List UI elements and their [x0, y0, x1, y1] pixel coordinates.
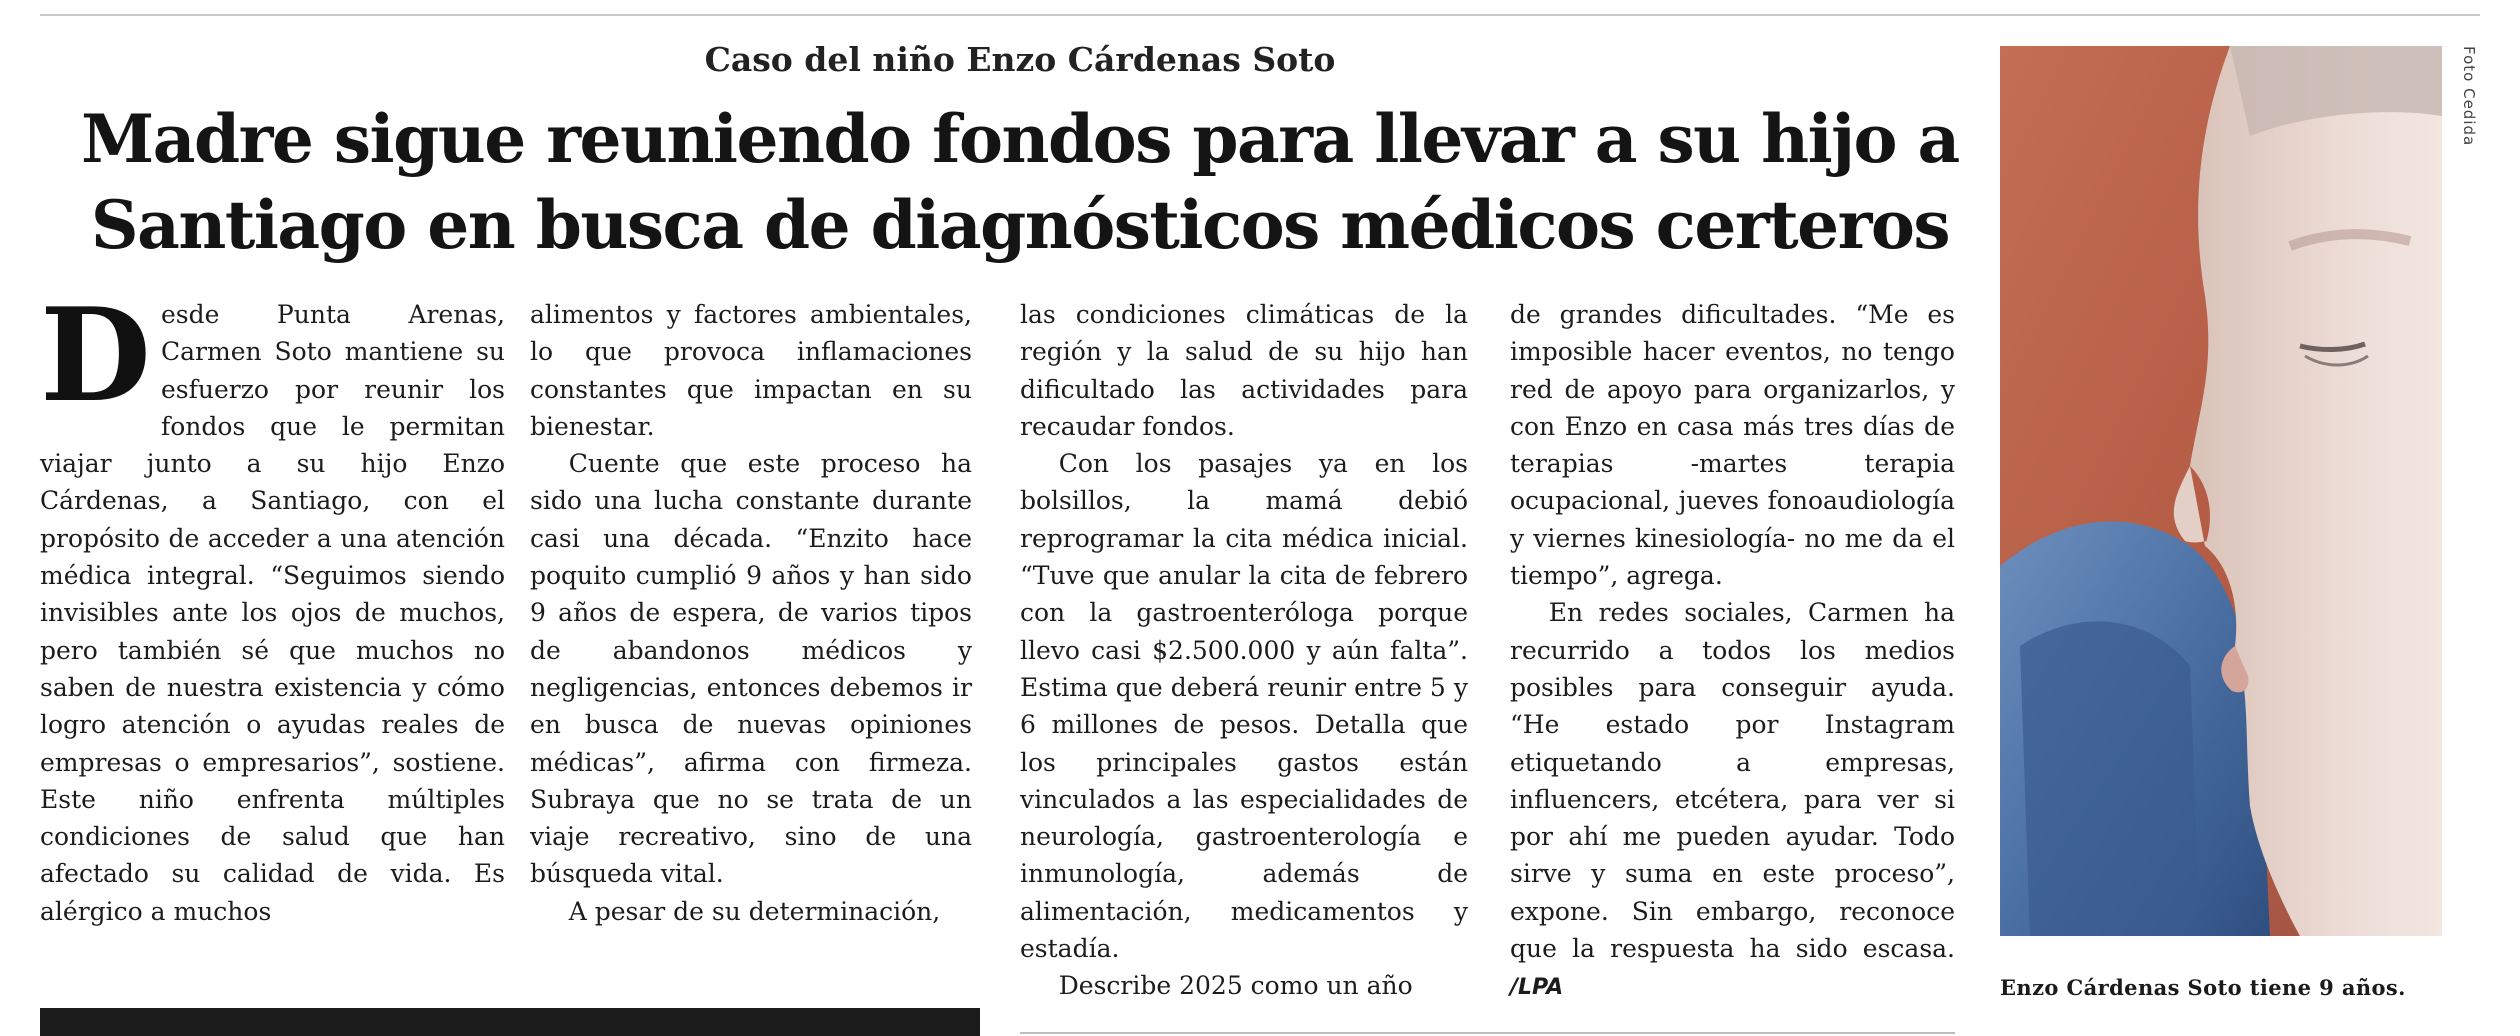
author-signature: /LPA [1510, 975, 1564, 1001]
black-footer-bar [40, 1008, 980, 1036]
column-2-paragraph-3: A pesar de su determinación, [568, 896, 941, 926]
column-2-paragraph-2: Cuente que este proceso ha sido una lucha constante durante casi una década. “Enzito hace poquito cumplió 9 años y han sido 9 años de espera, de varios tipos de abandonos médicos y negligencias, entonces debemos ir en busca de nuevas opiniones médicas”, afirma con firmeza. Subraya que no se trata de un viaje recreativo, sino de una búsqueda vital. [530, 449, 972, 889]
article-headline: Madre sigue reuniendo fondos para llevar a su hijo a Santiago en busca de diagnósticos médicos certeros [81, 100, 1959, 264]
article-column-3 [1020, 296, 1468, 1005]
bottom-divider-rule [1020, 1032, 1955, 1034]
column-2-paragraph-1: alimentos y factores ambientales, lo que provoca inflamaciones constantes que impactan en su bienestar. [530, 300, 972, 441]
photo-caption: Enzo Cárdenas Soto tiene 9 años. [2000, 975, 2406, 1000]
photo-credit: Foto Cedida [2460, 46, 2478, 147]
column-1-paragraph-1: esde Punta Arenas, Carmen Soto mantiene su esfuerzo por reunir los fondos que le permitan viajar junto a su hijo Enzo Cárdenas, a Santiago, con el propósito de acceder a una atención médica integral. “Seguimos siendo invisibles ante los ojos de muchos, pero también sé que muchos no saben de nuestra existencia y cómo logro atención o ayudas reales de empresas o empresarios”, sostiene. Este niño enfrenta múltiples condiciones de salud que han afectado su calidad de vida. Es alérgico a muchos [40, 300, 505, 926]
article-column-2 [530, 296, 972, 930]
drop-cap: D [40, 281, 151, 431]
column-4-paragraph-2-text: En redes sociales, Carmen ha recurrido a todos los medios posibles para conseguir ayuda. “He estado por Instagram etiquetando a empresas, influencers, etcétera, para ver si por ahí me pueden ayudar. Todo sirve y suma en este proceso”, expone. Sin embargo, reconoce que la respuesta ha sido escasa. [1510, 598, 1955, 964]
column-3-paragraph-2: Con los pasajes ya en los bolsillos, la mamá debió reprogramar la cita médica inicial. “Tuve que anular la cita de febrero con la gastroenteróloga porque llevo casi $2.500.000 y aún falta”. Estima que deberá reunir entre 5 y 6 millones de pesos. Detalla que los principales gastos están vinculados a las especialidades de neurología, gastroenterología e inmunología, además de alimentación, medicamentos y estadía. [1020, 449, 1468, 964]
article-kicker: Caso del niño Enzo Cárdenas Soto [704, 40, 1336, 79]
article-photo [2000, 46, 2442, 936]
column-4-paragraph-1: de grandes dificultades. “Me es imposible hacer eventos, no tengo red de apoyo para organizarlos, y con Enzo en casa más tres días de terapias -martes terapia ocupacional, jueves fonoaudiología y viernes kinesiología- no me da el tiempo”, agrega. [1510, 300, 1955, 591]
child-profile-photo [2000, 46, 2442, 936]
column-4-paragraph-2 [1510, 594, 1955, 1006]
column-3-paragraph-1: las condiciones climáticas de la región y la salud de su hijo han dificultado las actividades para recaudar fondos. [1020, 300, 1468, 441]
top-divider-rule [40, 14, 2480, 16]
article-column-1 [40, 281, 505, 930]
column-3-paragraph-3: Describe 2025 como un año [1058, 971, 1413, 1001]
article-column-4 [1510, 296, 1955, 1007]
